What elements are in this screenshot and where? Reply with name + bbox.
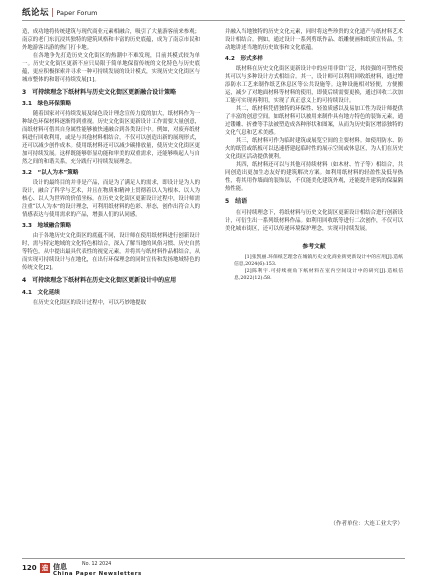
column-name: 纸论坛 (22, 8, 50, 18)
paragraph: 在可持续理念下，将纸材料与历史文化街区更新设计相结合进行创新设计，可衍生出一系列纸材料作品。如利用回收纸等进行二次创作，不仅可以美化城市街区，还可以传递环境保护理念，实现可持续发展。 (225, 210, 403, 233)
paragraph: 并融入当地独特的历史文化元素，同时将这些珍贵的文化遗产与纸材料艺术设计相结合。例如，通过设计一系列剪纸作品、纸雕便画和纸质宣传品，生动地讲述当地的历史故事和文化底蕴。 (225, 29, 403, 51)
paragraph: 造，成功地将传统建筑与现代商业元素相融合，吸引了大量游客前来参观；南京的老门东沉浸其独特的建筑风格和丰富的历史底蕴，成为了南京市民和外地游客出游的热门打卡地。 (22, 29, 200, 51)
references-heading: 参考文献 (302, 244, 326, 251)
logo-char: 造 (41, 564, 49, 572)
subsection-heading-3-2: 3.2 “以人为本”策略 (22, 170, 79, 177)
reference-item: [1]张凯丽.环保纸艺理念在城镇历史文化商业街更新设计中的应用[J].造纸信息,2024(6):153. (234, 255, 403, 268)
subsection-heading-4-1: 4.1 文化延续 (22, 289, 60, 296)
paragraph: 其三，纸材料可作为临时建筑或展览空间的主要材料。如使用防水、防火的纸管或纸板可以迅速搭建起临时性的展示空间或休息区，为人们在历史文化街区活动提供便利。 (225, 138, 403, 160)
paragraph: 其二，纸材料凭借独特的环保性、轻盈质感以及易加工性为设计师提供了丰富的创意空间。如纸材料可以被用来制作具有地方特色的装饰元素，通过镂雕、折叠等手法被塑造成各种形状和图案，从而为历史街区增添独特的文化气息和艺术美感。 (225, 106, 403, 136)
page-number (22, 564, 42, 572)
column-subtitle: Paper Forum (56, 9, 98, 17)
page-number-value: 120 (22, 564, 37, 572)
paragraph: 在各地争先打造历史文化街区的热潮中不难发现，目前其模式较为单一。历史文化街区更新不应只局限于简单地保留传统的文化特色与历史底蕴，更应积极探索并寻求一种可持续发展的设计模式，实现历史文化街区与城市整体的和谐可持续发展[1]。 (22, 53, 200, 83)
header-separator: | (51, 8, 55, 18)
left-column (22, 28, 200, 307)
paragraph: 纸材料在历史文化街区更新设计中的应用非常广泛，其较强的可塑性使其可以与多种设计方式相结合。其一，设计师可以利用回收纸材料，通过增添防水工艺来制作纸艺休息区等公共设施等。这种设施相对轻便，方便搬运，减少了对地面材料等材料的使用，即使后续需要更换，通过回收二次加工能可实现再利用，实现了真正意义上的可持续设计。 (225, 66, 403, 104)
reference-item: [2]陈利宇.可持续视角下纸材料在室内空间设计中的研究[J].造纸信息,2022(12):58. (234, 269, 403, 282)
journal-brand: 信息 (53, 563, 67, 571)
paragraph: 由于各地历史文化街区的底蕴不同，设计师在使用纸材料进行创新设计时，需与特定地域的文化特色相结合，深入了解当地的风俗习惯、历史自然等特色，从中提出最具代表性的视觉元素，并将其与纸材料作品相结合，从而实现可持续设计与在地化，在出行环保理念的同时宣传和发扬地域特色的传统文化[2]。 (22, 233, 200, 272)
subsection-heading-3-3: 3.3 地域融合策略 (22, 223, 72, 230)
paragraph: 其四，纸材料还可以与其他可持续材料（如木材、竹子等）相结合，共同创造出更加生态友好的建筑解决方案。如利用纸材料的轻盈性及低导热性，将其用作墙面的装饰层，不仅能美化建筑外观，还能提升建筑的保温隔热性能。 (225, 162, 403, 192)
paragraph: 在历史文化街区的设计过程中，可以巧妙地提取 (32, 299, 147, 306)
issue-info (82, 562, 111, 568)
header-rule (22, 20, 405, 21)
paragraph: 设计的最终目的并非是产品，而是为了满足人的需求，即设计是为人的设计，融合了科学与艺术，并且在物质和精神上贯彻着以人为根本、以人为核心、以人为世界的价值坐标。在历史文化街区更新设计过程中，设计师需注重“以人为本”的设计理念，可利用纸材料的色彩、形态，创作出符合人的情感表达与使用需求的产品，增强人们的认同感。 (22, 180, 201, 219)
issue-number: No. 12 2024 (82, 562, 112, 567)
section-heading-3: 3 可持续理念下纸材料与历史文化街区更新融合设计策略 (22, 89, 177, 96)
page-header (0, 0, 427, 22)
section-heading-5: 5 结语 (225, 198, 248, 205)
page-footer (0, 554, 427, 579)
paragraph: 随着国家对可持续发展及绿色设计理念宣传力度的加大，纸材料作为一种绿色环保材料逐渐得到重视。历史文化街区更新设计工作需要大量创意，而纸材料可借其自身属性能够被快速融合到各类设计中。例如，对废弃纸材料进行回收利用，或是与其他材料相结合，不仅可以创造出新的展现形式，还可以减少创作成本。使用纸材料还可以减少碳排放量，使历史文化街区更加可持续发展。这样既能够彰显功能和审美的双重需求，还能够唤起人与自然之间的和谐关系，充分践行可持续发展理念。 (22, 111, 200, 166)
author-affiliation: （作者单位：大连工业大学） (330, 521, 403, 527)
footer-rule (22, 558, 405, 559)
journal-brand-english: China Paper Newsletters (53, 571, 142, 577)
journal-logo-icon (40, 563, 50, 573)
journal-column-title (22, 6, 97, 18)
subsection-heading-3-1: 3.1 绿色环保策略 (22, 101, 72, 108)
right-column (225, 28, 403, 282)
section-heading-4: 4 可持续理念下纸材料在历史文化街区更新设计中的应用 (22, 277, 177, 285)
subsection-heading-4-2: 4.2 形式多样 (225, 56, 263, 62)
